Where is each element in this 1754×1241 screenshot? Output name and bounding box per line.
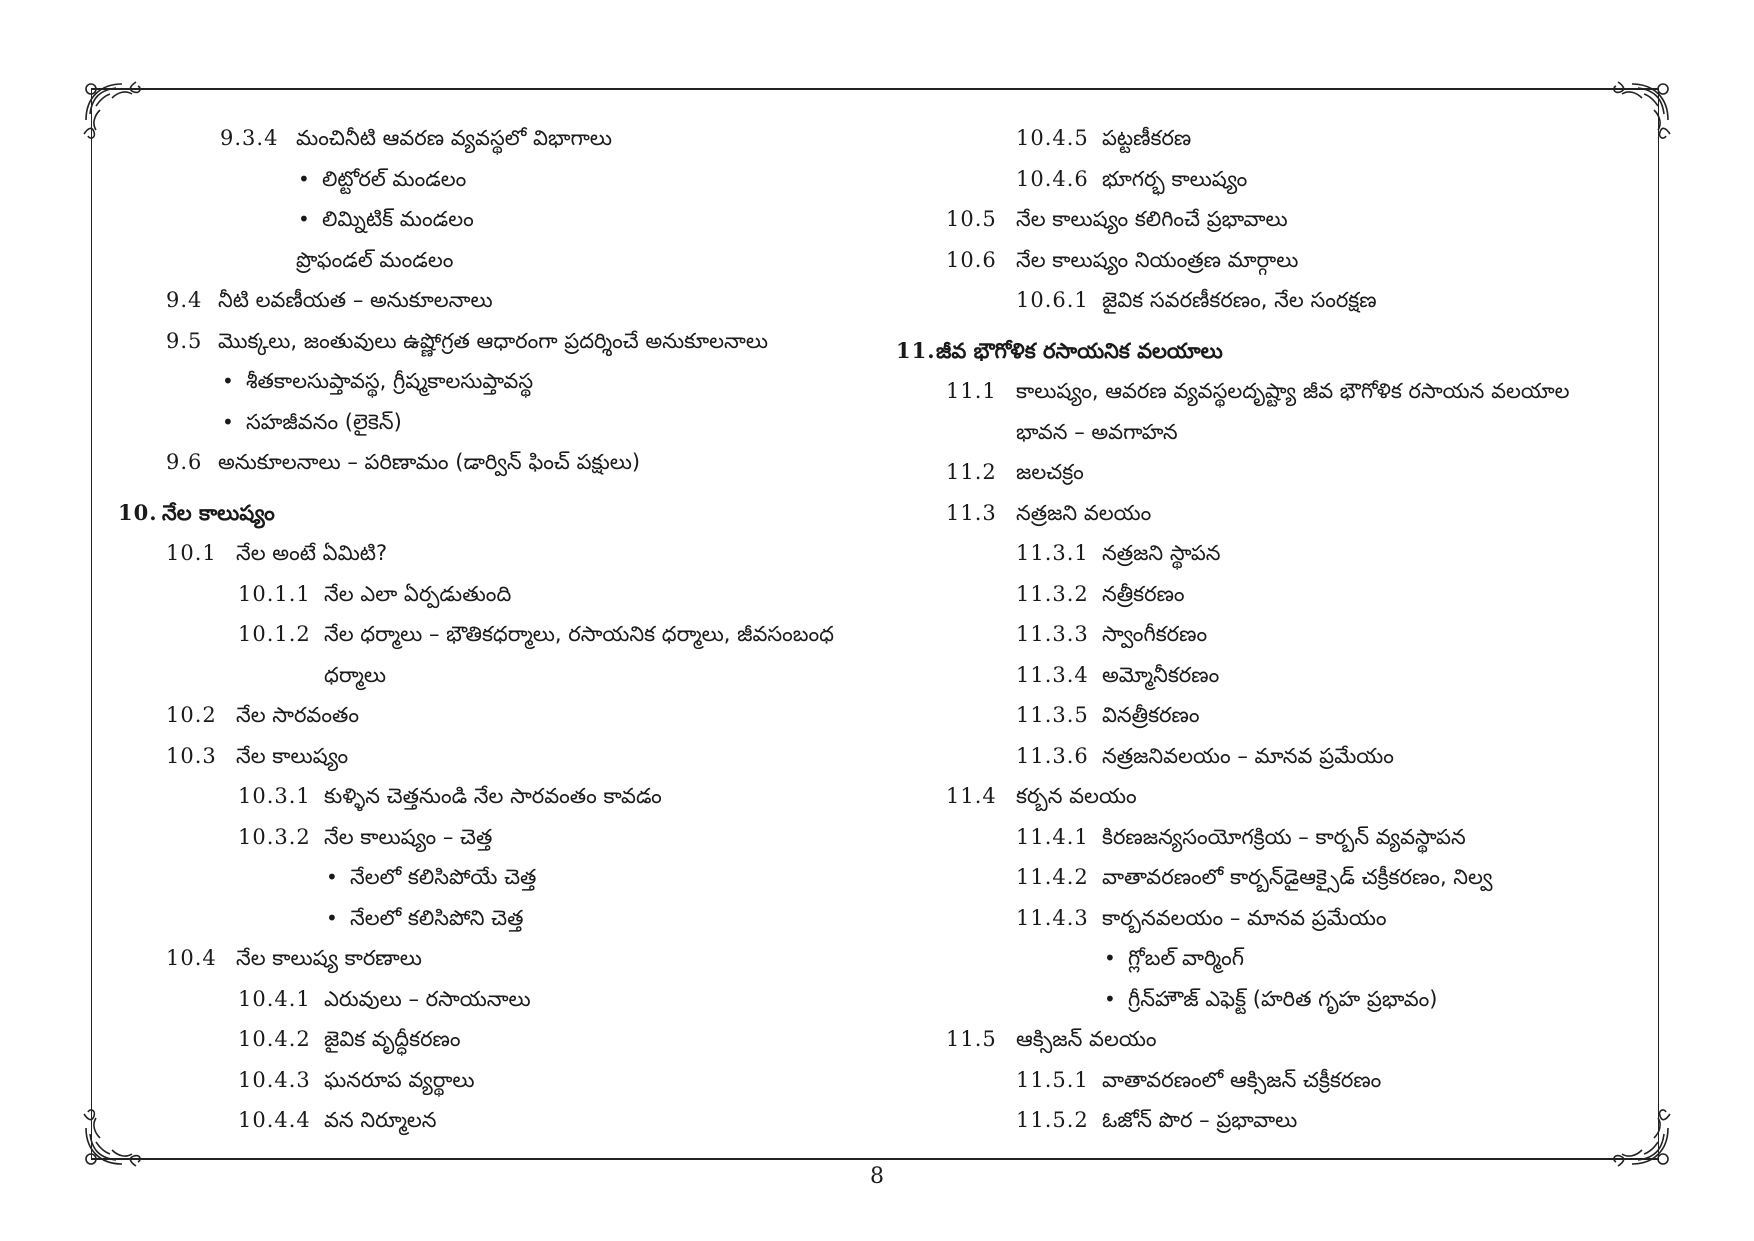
toc-title: ఎరువులు – రసాయనాలు xyxy=(324,986,531,1011)
toc-title: నేల ధర్మాలు – భౌతికధర్మాలు, రసాయనిక ధర్మాలు, జీవసంబంధ xyxy=(324,622,835,646)
toc-number: 11.3.6 xyxy=(1016,743,1089,768)
toc-entry xyxy=(118,280,878,321)
toc-entry xyxy=(886,199,1646,240)
toc-entry xyxy=(886,857,1646,898)
toc-entry xyxy=(118,240,878,281)
toc-title: కుళ్ళిన చెత్తనుండి నేల సారవంతం కావడం xyxy=(324,784,662,808)
toc-title: లిమ్నిటిక్ మండలం xyxy=(322,207,474,231)
toc-number: 10.1.1 xyxy=(238,581,311,606)
toc-title: వాతావరణంలో కార్బన్‌డైఆక్సైడ్ చక్రీకరణం, నిల్వ xyxy=(1102,865,1493,889)
toc-entry xyxy=(118,321,878,362)
toc-number: 10.4.4 xyxy=(238,1108,311,1132)
toc-number: 11.4.2 xyxy=(1016,865,1089,889)
toc-entry xyxy=(118,614,878,655)
toc-bullet-entry xyxy=(118,898,878,939)
toc-number: 11. xyxy=(896,337,936,363)
toc-bullet-entry xyxy=(118,402,878,443)
toc-title: అనుకూలనాలు – పరిణామం (డార్విన్ ఫించ్ పక్షులు) xyxy=(218,450,641,474)
toc-number: 9.4 xyxy=(166,288,203,312)
toc-entry xyxy=(118,979,878,1020)
toc-entry xyxy=(118,574,878,615)
bullet-icon: • xyxy=(222,369,234,393)
toc-title: కిరణజన్యసంయోగక్రియ – కార్బన్ వ్యవస్థాపన xyxy=(1102,824,1466,849)
toc-number: 10.4 xyxy=(166,946,217,970)
toc-chapter-heading xyxy=(118,493,878,534)
toc-entry xyxy=(886,533,1646,574)
toc-title: అమ్మోనీకరణం xyxy=(1102,662,1220,687)
toc-entry xyxy=(886,1100,1646,1141)
toc-number: 9.6 xyxy=(166,450,203,474)
toc-number: 11.2 xyxy=(946,460,997,484)
toc-title: కాలుష్యం, ఆవరణ వ్యవస్థలదృష్ట్యా జీవ భౌగోళిక రసాయన వలయాల xyxy=(1016,379,1570,403)
toc-entry xyxy=(886,493,1646,534)
toc-entry xyxy=(118,1019,878,1060)
toc-number: 11.5.2 xyxy=(1016,1108,1089,1132)
toc-bullet-entry xyxy=(118,199,878,240)
toc-number: 11.5.1 xyxy=(1016,1067,1089,1092)
toc-number: 10.3.2 xyxy=(238,824,311,849)
toc-bullet-entry xyxy=(886,979,1646,1020)
toc-number: 11.3 xyxy=(946,500,997,525)
toc-title: నేల ఎలా ఏర్పడుతుంది xyxy=(324,581,512,606)
toc-entry xyxy=(118,442,878,483)
toc-number: 10.6 xyxy=(946,247,997,272)
toc-title: నేలలో కలిసిపోని చెత్త xyxy=(350,905,524,930)
toc-title: సహజీవనం (లైకెన్) xyxy=(246,409,402,434)
toc-entry xyxy=(886,695,1646,736)
toc-title: నేలలో కలిసిపోయే చెత్త xyxy=(350,865,537,889)
toc-title: భూగర్భ కాలుష్యం xyxy=(1102,166,1248,191)
toc-number: 11.3.5 xyxy=(1016,703,1089,727)
toc-title: ధర్మాలు xyxy=(324,662,386,687)
bullet-icon: • xyxy=(1104,946,1116,970)
toc-bullet-entry xyxy=(118,361,878,402)
toc-title: లిట్టోరల్ మండలం xyxy=(322,166,467,191)
toc-entry xyxy=(118,118,878,159)
toc-title: నేల సారవంతం xyxy=(236,703,359,727)
toc-entry xyxy=(886,159,1646,200)
toc-number: 11.3.3 xyxy=(1016,622,1089,646)
toc-title: కార్బనవలయం – మానవ ప్రమేయం xyxy=(1102,905,1387,930)
toc-title: జైవిక సవరణీకరణం, నేల సంరక్షణ xyxy=(1102,288,1377,312)
toc-number: 10.2 xyxy=(166,703,217,727)
toc-title: మంచినీటి ఆవరణ వ్యవస్థలో విభాగాలు xyxy=(296,126,612,150)
toc-entry xyxy=(886,371,1646,412)
toc-title: జలచక్రం xyxy=(1016,460,1084,484)
toc-entry xyxy=(886,614,1646,655)
toc-entry xyxy=(886,412,1646,453)
toc-entry xyxy=(886,817,1646,858)
toc-title: నత్రజని స్థాపన xyxy=(1102,541,1221,565)
toc-entry xyxy=(886,1060,1646,1101)
toc-title: వన నిర్మూలన xyxy=(324,1108,437,1132)
toc-number: 9.3.4 xyxy=(220,126,279,150)
toc-number: 10.4.5 xyxy=(1016,126,1089,150)
toc-title: నేల అంటే ఏమిటి? xyxy=(236,541,388,565)
toc-entry xyxy=(886,736,1646,777)
bullet-icon: • xyxy=(326,905,338,930)
toc-number: 10.1.2 xyxy=(238,622,311,646)
toc-title: జైవిక వృద్ధీకరణం xyxy=(324,1027,461,1051)
toc-title: ఓజోన్ పొర – ప్రభావాలు xyxy=(1102,1108,1298,1132)
toc-number: 10.4.3 xyxy=(238,1067,311,1092)
bullet-icon: • xyxy=(326,865,338,889)
toc-entry xyxy=(886,655,1646,696)
toc-title: గ్రీన్‌హౌజ్ ఎఫెక్ట్ (హరిత గృహ ప్రభావం) xyxy=(1128,986,1438,1011)
bullet-icon: • xyxy=(298,207,310,231)
toc-bullet-entry xyxy=(118,159,878,200)
toc-number: 10.1 xyxy=(166,541,217,565)
toc-title: స్వాంగీకరణం xyxy=(1102,622,1208,646)
toc-number: 10.6.1 xyxy=(1016,288,1089,312)
toc-number: 10.3.1 xyxy=(238,784,311,808)
toc-entry xyxy=(886,898,1646,939)
toc-number: 10.4.1 xyxy=(238,986,311,1011)
toc-title: నత్రజని వలయం xyxy=(1016,500,1152,525)
toc-entry xyxy=(118,533,878,574)
toc-number: 11.4 xyxy=(946,784,997,808)
toc-entry xyxy=(886,776,1646,817)
toc-entry xyxy=(118,938,878,979)
toc-title: మొక్కలు, జంతువులు ఉష్ణోగ్రత ఆధారంగా ప్రదర్శించే అనుకూలనాలు xyxy=(218,328,769,353)
toc-entry xyxy=(118,1100,878,1141)
toc-bullet-entry xyxy=(886,938,1646,979)
toc-title: నత్రీకరణం xyxy=(1102,581,1185,606)
bullet-icon: • xyxy=(222,409,234,434)
toc-number: 10. xyxy=(118,499,158,525)
toc-entry xyxy=(118,817,878,858)
page-number: 8 xyxy=(870,1164,884,1189)
toc-title: నత్రజనివలయం – మానవ ప్రమేయం xyxy=(1102,743,1394,768)
toc-entry xyxy=(118,1060,878,1101)
toc-number: 11.4.3 xyxy=(1016,905,1089,930)
toc-title: శీతకాలసుప్తావస్థ, గ్రీష్మకాలసుప్తావస్థ xyxy=(246,369,534,393)
toc-title: నేల కాలుష్య కారణాలు xyxy=(236,946,422,970)
toc-title: ఘనరూప వ్యర్థాలు xyxy=(324,1067,475,1092)
toc-chapter-heading xyxy=(886,331,1646,372)
toc-title: నేల కాలుష్యం – చెత్త xyxy=(324,824,493,849)
toc-entry xyxy=(118,776,878,817)
toc-entry xyxy=(886,574,1646,615)
toc-title: ఆక్సిజన్ వలయం xyxy=(1016,1027,1157,1051)
toc-entry xyxy=(886,280,1646,321)
toc-number: 11.3.2 xyxy=(1016,581,1089,606)
toc-entry xyxy=(886,118,1646,159)
toc-number: 10.4.2 xyxy=(238,1027,311,1051)
toc-right-column xyxy=(886,118,1646,1141)
toc-title: నేల కాలుష్యం కలిగించే ప్రభావాలు xyxy=(1016,207,1288,231)
toc-title: కర్బన వలయం xyxy=(1016,784,1137,808)
toc-title: గ్లోబల్ వార్మింగ్ xyxy=(1128,946,1245,970)
toc-number: 9.5 xyxy=(166,328,203,353)
toc-number: 10.5 xyxy=(946,207,997,231)
toc-title: నేల కాలుష్యం xyxy=(162,500,275,525)
toc-title: వినత్రీకరణం xyxy=(1102,703,1200,727)
toc-entry xyxy=(118,695,878,736)
bullet-icon: • xyxy=(1104,986,1116,1011)
toc-title: నేల కాలుష్యం నియంత్రణ మార్గాలు xyxy=(1016,247,1299,272)
toc-number: 11.4.1 xyxy=(1016,824,1089,849)
toc-title: నేల కాలుష్యం xyxy=(236,743,349,768)
toc-bullet-entry xyxy=(118,857,878,898)
toc-title: నీటి లవణీయత – అనుకూలనాలు xyxy=(218,288,493,312)
toc-title: జీవ భౌగోళిక రసాయనిక వలయాలు xyxy=(936,338,1223,363)
toc-title: వాతావరణంలో ఆక్సిజన్ చక్రీకరణం xyxy=(1102,1067,1382,1092)
toc-entry xyxy=(118,655,878,696)
bullet-icon: • xyxy=(298,166,310,191)
toc-left-column xyxy=(118,118,878,1141)
toc-entry xyxy=(886,1019,1646,1060)
toc-number: 11.1 xyxy=(946,379,997,403)
toc-entry xyxy=(118,736,878,777)
toc-number: 11.5 xyxy=(946,1027,997,1051)
toc-title: భావన – అవగాహన xyxy=(1016,419,1178,444)
toc-title: ప్రొఫండల్ మండలం xyxy=(296,247,454,272)
toc-number: 10.4.6 xyxy=(1016,166,1089,191)
toc-number: 11.3.4 xyxy=(1016,662,1089,687)
toc-number: 10.3 xyxy=(166,743,217,768)
toc-title: పట్టణీకరణ xyxy=(1102,126,1192,150)
toc-number: 11.3.1 xyxy=(1016,541,1089,565)
toc-entry xyxy=(886,240,1646,281)
toc-entry xyxy=(886,452,1646,493)
